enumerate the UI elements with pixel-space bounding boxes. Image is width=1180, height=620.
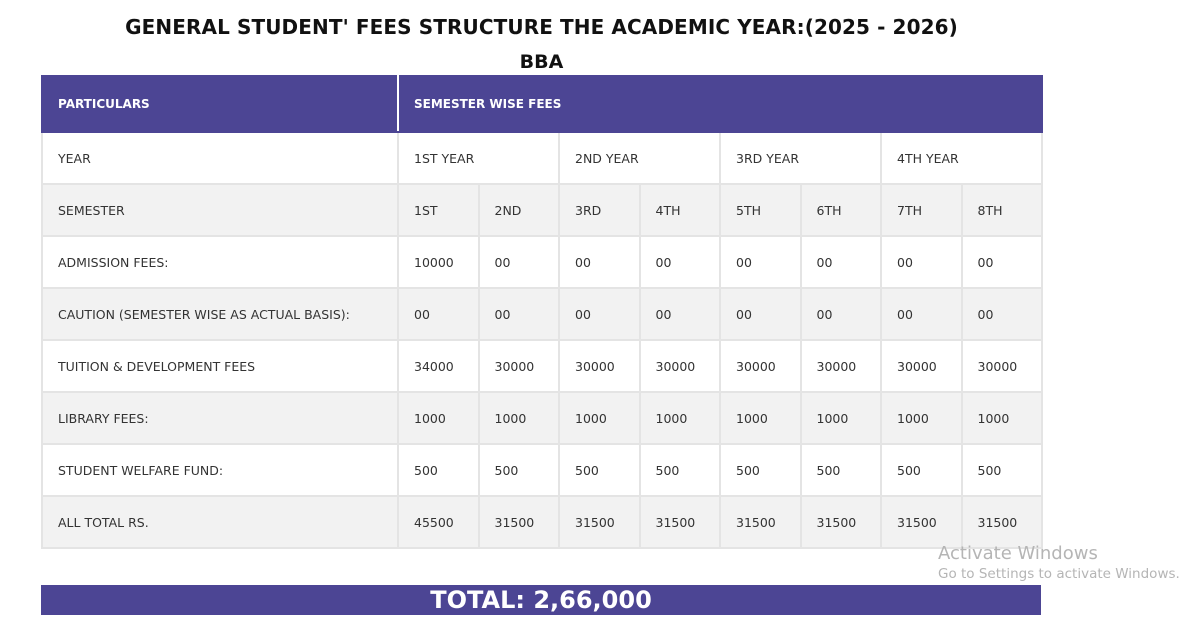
row-label: STUDENT WELFARE FUND: — [42, 444, 398, 496]
table-row — [42, 392, 1042, 444]
row-label: LIBRARY FEES: — [42, 392, 398, 444]
program-title: BBA — [519, 51, 564, 73]
fee-cell: 00 — [962, 236, 1043, 288]
semester-row — [42, 184, 1042, 236]
fee-cell: 1000 — [398, 392, 479, 444]
fee-cell: 30000 — [881, 340, 962, 392]
fee-cell: 00 — [479, 288, 560, 340]
page-title: GENERAL STUDENT' FEES STRUCTURE THE ACADEMIC YEAR:(2025 - 2026) — [125, 15, 958, 39]
year-row — [42, 132, 1042, 184]
fee-cell: 00 — [962, 288, 1043, 340]
fee-cell: 1000 — [881, 392, 962, 444]
year-row-label: YEAR — [42, 132, 398, 184]
table-header-row — [42, 76, 1042, 132]
table-row — [42, 288, 1042, 340]
total-cell: 31500 — [559, 496, 640, 548]
fees-table — [41, 75, 1043, 549]
semester-cell: 3RD — [559, 184, 640, 236]
row-label: ALL TOTAL RS. — [42, 496, 398, 548]
semester-cell: 8TH — [962, 184, 1043, 236]
row-label: CAUTION (SEMESTER WISE AS ACTUAL BASIS): — [42, 288, 398, 340]
fee-cell: 00 — [881, 236, 962, 288]
total-cell: 31500 — [881, 496, 962, 548]
total-row — [42, 496, 1042, 548]
fee-cell: 00 — [559, 236, 640, 288]
fee-cell: 1000 — [559, 392, 640, 444]
watermark-title: Activate Windows — [938, 543, 1098, 564]
table-row — [42, 236, 1042, 288]
semester-cell: 5TH — [720, 184, 801, 236]
header-semester-wise-fees: SEMESTER WISE FEES — [398, 76, 1042, 132]
fee-cell: 500 — [881, 444, 962, 496]
semester-cell: 2ND — [479, 184, 560, 236]
fee-cell: 10000 — [398, 236, 479, 288]
total-cell: 31500 — [962, 496, 1043, 548]
fee-cell: 1000 — [801, 392, 882, 444]
fee-cell: 00 — [640, 288, 721, 340]
fee-cell: 00 — [398, 288, 479, 340]
fee-cell: 30000 — [720, 340, 801, 392]
fee-cell: 00 — [801, 236, 882, 288]
grand-total-banner: TOTAL: 2,66,000 — [41, 585, 1041, 615]
fee-cell: 500 — [962, 444, 1043, 496]
fee-cell: 500 — [559, 444, 640, 496]
fee-cell: 30000 — [479, 340, 560, 392]
table-row — [42, 444, 1042, 496]
semester-cell: 7TH — [881, 184, 962, 236]
fee-cell: 00 — [640, 236, 721, 288]
fee-cell: 00 — [720, 236, 801, 288]
year-cell: 1ST YEAR — [398, 132, 559, 184]
fee-cell: 1000 — [720, 392, 801, 444]
fee-cell: 500 — [640, 444, 721, 496]
year-cell: 3RD YEAR — [720, 132, 881, 184]
semester-row-label: SEMESTER — [42, 184, 398, 236]
fee-cell: 00 — [881, 288, 962, 340]
fee-cell: 00 — [720, 288, 801, 340]
activate-windows-watermark — [938, 543, 1180, 583]
fee-cell: 00 — [801, 288, 882, 340]
year-cell: 2ND YEAR — [559, 132, 720, 184]
fee-cell: 500 — [720, 444, 801, 496]
fee-cell: 1000 — [962, 392, 1043, 444]
fee-cell: 30000 — [962, 340, 1043, 392]
fee-cell: 30000 — [640, 340, 721, 392]
total-cell: 31500 — [801, 496, 882, 548]
fee-cell: 00 — [479, 236, 560, 288]
year-cell: 4TH YEAR — [881, 132, 1042, 184]
total-cell: 31500 — [640, 496, 721, 548]
row-label: TUITION & DEVELOPMENT FEES — [42, 340, 398, 392]
header-particulars: PARTICULARS — [42, 76, 398, 132]
fee-cell: 00 — [559, 288, 640, 340]
total-cell: 45500 — [398, 496, 479, 548]
fee-cell: 30000 — [801, 340, 882, 392]
fee-cell: 500 — [479, 444, 560, 496]
total-cell: 31500 — [479, 496, 560, 548]
total-cell: 31500 — [720, 496, 801, 548]
fee-cell: 500 — [398, 444, 479, 496]
table-row — [42, 340, 1042, 392]
semester-cell: 4TH — [640, 184, 721, 236]
semester-cell: 6TH — [801, 184, 882, 236]
watermark-subtitle: Go to Settings to activate Windows. — [938, 566, 1180, 582]
fee-cell: 1000 — [479, 392, 560, 444]
fee-cell: 30000 — [559, 340, 640, 392]
row-label: ADMISSION FEES: — [42, 236, 398, 288]
fee-cell: 1000 — [640, 392, 721, 444]
semester-cell: 1ST — [398, 184, 479, 236]
fee-cell: 500 — [801, 444, 882, 496]
fee-cell: 34000 — [398, 340, 479, 392]
